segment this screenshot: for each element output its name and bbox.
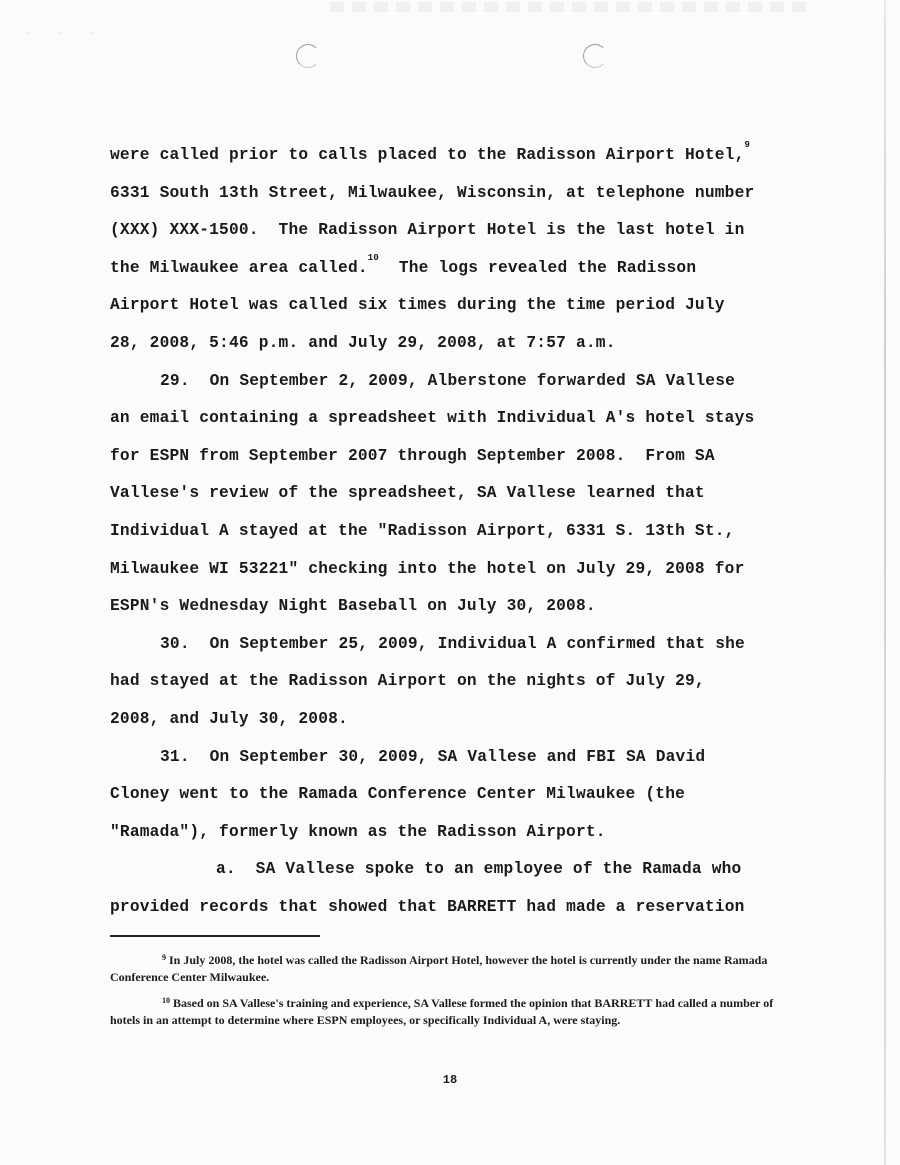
text-line xyxy=(110,889,800,927)
page-edge-line xyxy=(884,0,886,1165)
text-line-content: 30. On September 25, 2009, Individual A confirmed that she xyxy=(160,634,745,653)
body-text xyxy=(110,137,800,926)
text-line-content: 2008, and July 30, 2008. xyxy=(110,709,348,728)
text-line xyxy=(110,137,800,175)
footnote xyxy=(110,995,778,1029)
footnote xyxy=(110,952,778,986)
text-line-continuation: had made a reservation xyxy=(516,897,745,916)
text-line-content: a. SA Vallese spoke to an employee of the Ramada who xyxy=(216,860,742,879)
footnote-text: had called a number of hotels in an attempt to determine where ESPN employees, or specifically Individual A, were staying. xyxy=(110,996,774,1027)
text-line-content: Airport Hotel was called six times during the time period July xyxy=(110,296,725,315)
text-line xyxy=(110,851,800,889)
text-line-content: Vallese's review of the spreadsheet, SA Vallese learned that xyxy=(110,484,705,503)
text-line-content: (XXX) XXX-1500. The Radisson Airport Hotel is the last hotel in xyxy=(110,221,745,240)
scan-artifact-top xyxy=(330,2,810,12)
text-line xyxy=(110,250,800,288)
scan-specks: · · · xyxy=(24,28,105,39)
footnote-name-emphasis: BARRETT xyxy=(594,996,653,1010)
text-line xyxy=(110,776,800,814)
text-line-content: Milwaukee WI 53221" checking into the hotel on July 29, 2008 for xyxy=(110,559,745,578)
punch-hole-right xyxy=(583,44,607,68)
text-line xyxy=(110,513,800,551)
text-line xyxy=(110,551,800,589)
text-line-content: "Ramada"), formerly known as the Radisson Airport. xyxy=(110,822,606,841)
text-line-continuation: The logs revealed the Radisson xyxy=(378,258,697,277)
footnote-ref: 9 xyxy=(744,140,751,150)
text-line-content: had stayed at the Radisson Airport on the nights of July 29, xyxy=(110,672,705,691)
text-line xyxy=(110,363,800,401)
text-line xyxy=(110,287,800,325)
footnotes xyxy=(110,952,778,1038)
text-line-content: an email containing a spreadsheet with Individual A's hotel stays xyxy=(110,409,755,428)
text-line xyxy=(110,814,800,852)
text-line-content: 29. On September 2, 2009, Alberstone forwarded SA Vallese xyxy=(160,371,736,390)
text-line xyxy=(110,739,800,777)
footnote-separator xyxy=(110,935,320,937)
text-line-content: Cloney went to the Ramada Conference Center Milwaukee (the xyxy=(110,785,686,804)
text-line xyxy=(110,212,800,250)
text-line xyxy=(110,626,800,664)
text-line xyxy=(110,663,800,701)
punch-hole-left xyxy=(296,44,320,68)
text-line xyxy=(110,475,800,513)
text-line xyxy=(110,400,800,438)
footnote-number: 10 xyxy=(162,996,170,1005)
text-line-content: provided records that showed that xyxy=(110,897,448,916)
text-line-content: 31. On September 30, 2009, SA Vallese and FBI SA David xyxy=(160,747,706,766)
text-line-content: the Milwaukee area called. xyxy=(110,258,368,277)
text-line-content: 28, 2008, 5:46 p.m. and July 29, 2008, at 7:57 a.m. xyxy=(110,333,616,352)
name-emphasis: BARRETT xyxy=(447,897,517,916)
text-line-content: for ESPN from September 2007 through September 2008. From SA xyxy=(110,446,715,465)
text-line xyxy=(110,588,800,626)
text-line-content: ESPN's Wednesday Night Baseball on July 30, 2008. xyxy=(110,597,596,616)
footnote-ref: 10 xyxy=(367,252,379,263)
page-number: 18 xyxy=(442,1073,458,1087)
text-line xyxy=(110,175,800,213)
footnote-text: Based on SA Vallese's training and experience, SA Vallese formed the opinion that xyxy=(173,996,595,1010)
text-line-content: were called prior to calls placed to the Radisson Airport Hotel, xyxy=(110,146,745,164)
text-line xyxy=(110,701,800,739)
text-line-content: 6331 South 13th Street, Milwaukee, Wisconsin, at telephone number xyxy=(110,183,755,202)
footnote-number: 9 xyxy=(162,953,166,962)
text-line xyxy=(110,438,800,476)
text-line xyxy=(110,325,800,363)
text-line-content: Individual A stayed at the "Radisson Airport, 6331 S. 13th St., xyxy=(110,521,735,540)
footnote-text: In July 2008, the hotel was called the Radisson Airport Hotel, however the hotel is currently under the name Ramada Conference Center Milwaukee. xyxy=(110,953,768,984)
